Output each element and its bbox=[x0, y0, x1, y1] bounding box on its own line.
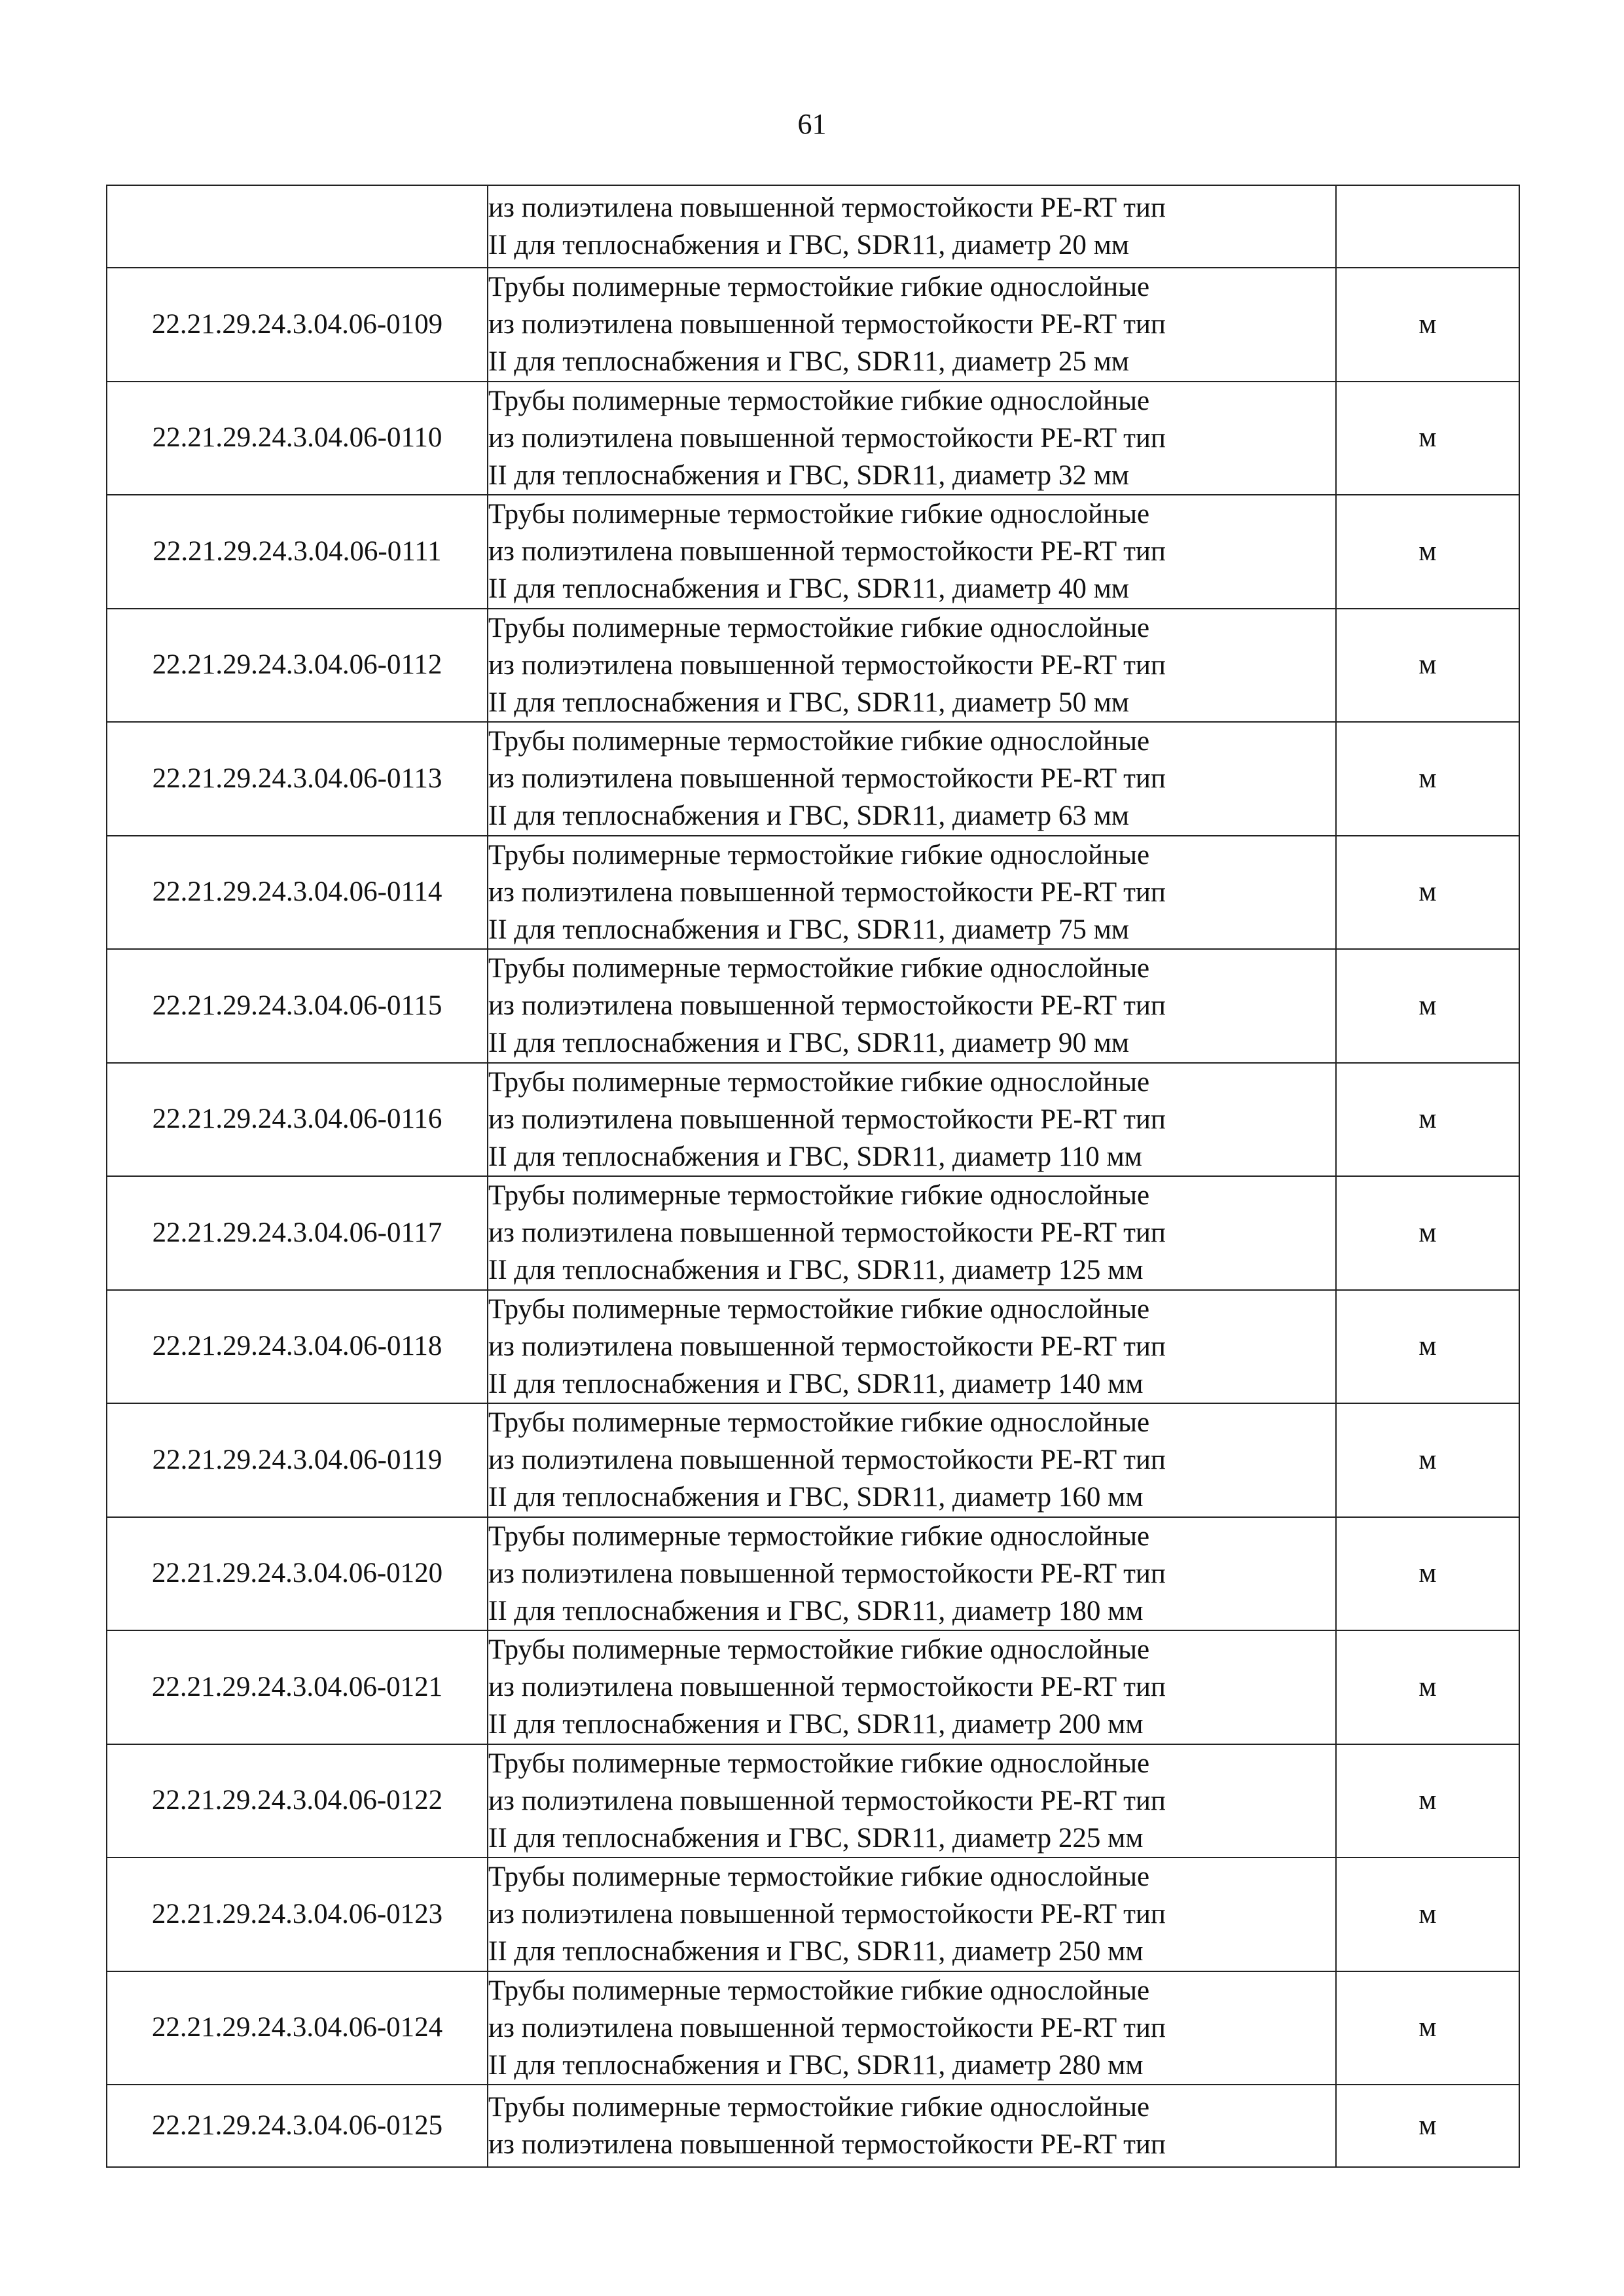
table-row bbox=[107, 722, 1519, 836]
description-line: из полиэтилена повышенной термостойкости PE-RT тип bbox=[488, 1444, 1166, 1476]
table-row bbox=[107, 1857, 1519, 1971]
description-line: из полиэтилена повышенной термостойкости PE-RT тип bbox=[488, 990, 1166, 1022]
cell-unit: м bbox=[1336, 2085, 1519, 2167]
table-row bbox=[107, 382, 1519, 495]
table-row bbox=[107, 836, 1519, 950]
cell-resource-code: 22.21.29.24.3.04.06-0111 bbox=[107, 495, 488, 609]
cell-unit: м bbox=[1336, 1971, 1519, 2085]
cell-description bbox=[488, 1403, 1336, 1517]
description-line: из полиэтилена повышенной термостойкости PE-RT тип bbox=[488, 1217, 1166, 1249]
table-row bbox=[107, 1971, 1519, 2085]
cell-unit: м bbox=[1336, 836, 1519, 950]
cell-description bbox=[488, 495, 1336, 609]
description-line: Трубы полимерные термостойкие гибкие однослойные bbox=[488, 272, 1150, 303]
cell-resource-code: 22.21.29.24.3.04.06-0109 bbox=[107, 268, 488, 382]
description-line: Трубы полимерные термостойкие гибкие однослойные bbox=[488, 839, 1150, 870]
cell-unit: м bbox=[1336, 1176, 1519, 1290]
cell-resource-code: 22.21.29.24.3.04.06-0116 bbox=[107, 1063, 488, 1177]
cell-resource-code: 22.21.29.24.3.04.06-0115 bbox=[107, 949, 488, 1063]
cell-description bbox=[488, 1517, 1336, 1631]
description-line: II для теплоснабжения и ГВС, SDR11, диаметр 50 мм bbox=[488, 687, 1129, 718]
description-line: из полиэтилена повышенной термостойкости PE-RT тип bbox=[488, 1672, 1166, 1703]
description-line: II для теплоснабжения и ГВС, SDR11, диаметр 20 мм bbox=[488, 230, 1129, 260]
description-line: из полиэтилена повышенной термостойкости PE-RT тип bbox=[488, 2129, 1166, 2160]
description-line: Трубы полимерные термостойкие гибкие однослойные bbox=[488, 1293, 1150, 1325]
table-row bbox=[107, 2085, 1519, 2167]
cell-resource-code: 22.21.29.24.3.04.06-0114 bbox=[107, 836, 488, 950]
materials-table-body bbox=[107, 185, 1519, 2167]
description-line: II для теплоснабжения и ГВС, SDR11, диаметр 32 мм bbox=[488, 459, 1129, 491]
cell-resource-code: 22.21.29.24.3.04.06-0125 bbox=[107, 2085, 488, 2167]
description-line: Трубы полимерные термостойкие гибкие однослойные bbox=[488, 1634, 1150, 1666]
description-line: из полиэтилена повышенной термостойкости PE-RT тип bbox=[488, 309, 1166, 340]
cell-description bbox=[488, 949, 1336, 1063]
description-line: II для теплоснабжения и ГВС, SDR11, диаметр 125 мм bbox=[488, 1255, 1144, 1286]
cell-description bbox=[488, 1857, 1336, 1971]
cell-description bbox=[488, 2085, 1336, 2167]
cell-unit: м bbox=[1336, 1517, 1519, 1631]
table-row bbox=[107, 1403, 1519, 1517]
cell-resource-code bbox=[107, 185, 488, 268]
cell-unit: м bbox=[1336, 1063, 1519, 1177]
description-line: из полиэтилена повышенной термостойкости PE-RT тип bbox=[488, 1899, 1166, 1930]
cell-description bbox=[488, 1063, 1336, 1177]
description-line: из полиэтилена повышенной термостойкости PE-RT тип bbox=[488, 1103, 1166, 1135]
description-line: Трубы полимерные термостойкие гибкие однослойные bbox=[488, 1407, 1150, 1439]
cell-unit: м bbox=[1336, 1857, 1519, 1971]
description-line: II для теплоснабжения и ГВС, SDR11, диаметр 140 мм bbox=[488, 1368, 1144, 1399]
description-line: из полиэтилена повышенной термостойкости PE-RT тип bbox=[488, 876, 1166, 908]
cell-unit: м bbox=[1336, 1744, 1519, 1858]
table-row bbox=[107, 1517, 1519, 1631]
description-line: Трубы полимерные термостойкие гибкие однослойные bbox=[488, 612, 1150, 643]
table-row bbox=[107, 1176, 1519, 1290]
description-line: из полиэтилена повышенной термостойкости PE-RT тип bbox=[488, 2012, 1166, 2043]
description-line: из полиэтилена повышенной термостойкости PE-RT тип bbox=[488, 763, 1166, 795]
table-row bbox=[107, 949, 1519, 1063]
cell-description bbox=[488, 1176, 1336, 1290]
cell-description bbox=[488, 609, 1336, 723]
cell-unit: м bbox=[1336, 268, 1519, 382]
description-line: Трубы полимерные термостойкие гибкие однослойные bbox=[488, 1748, 1150, 1779]
cell-unit: м bbox=[1336, 1630, 1519, 1744]
cell-resource-code: 22.21.29.24.3.04.06-0110 bbox=[107, 382, 488, 495]
cell-unit bbox=[1336, 185, 1519, 268]
description-line: из полиэтилена повышенной термостойкости PE-RT тип bbox=[488, 1331, 1166, 1362]
cell-resource-code: 22.21.29.24.3.04.06-0123 bbox=[107, 1857, 488, 1971]
cell-unit: м bbox=[1336, 495, 1519, 609]
cell-resource-code: 22.21.29.24.3.04.06-0118 bbox=[107, 1290, 488, 1404]
cell-resource-code: 22.21.29.24.3.04.06-0119 bbox=[107, 1403, 488, 1517]
description-line: из полиэтилена повышенной термостойкости PE-RT тип bbox=[488, 1785, 1166, 1816]
table-row bbox=[107, 185, 1519, 268]
cell-unit: м bbox=[1336, 609, 1519, 723]
description-line: II для теплоснабжения и ГВС, SDR11, диаметр 90 мм bbox=[488, 1028, 1129, 1059]
cell-resource-code: 22.21.29.24.3.04.06-0112 bbox=[107, 609, 488, 723]
description-line: II для теплоснабжения и ГВС, SDR11, диаметр 40 мм bbox=[488, 573, 1129, 605]
description-line: Трубы полимерные термостойкие гибкие однослойные bbox=[488, 1861, 1150, 1893]
description-line: II для теплоснабжения и ГВС, SDR11, диаметр 25 мм bbox=[488, 346, 1129, 378]
cell-description bbox=[488, 268, 1336, 382]
description-line: II для теплоснабжения и ГВС, SDR11, диаметр 75 мм bbox=[488, 914, 1129, 945]
table-row bbox=[107, 1290, 1519, 1404]
cell-resource-code: 22.21.29.24.3.04.06-0117 bbox=[107, 1176, 488, 1290]
cell-resource-code: 22.21.29.24.3.04.06-0120 bbox=[107, 1517, 488, 1631]
cell-description bbox=[488, 836, 1336, 950]
cell-description bbox=[488, 1971, 1336, 2085]
description-line: из полиэтилена повышенной термостойкости PE-RT тип bbox=[488, 1558, 1166, 1589]
cell-description bbox=[488, 382, 1336, 495]
cell-unit: м bbox=[1336, 949, 1519, 1063]
description-line: Трубы полимерные термостойкие гибкие однослойные bbox=[488, 1520, 1150, 1552]
description-line: II для теплоснабжения и ГВС, SDR11, диаметр 160 мм bbox=[488, 1482, 1144, 1513]
cell-description bbox=[488, 185, 1336, 268]
description-line: Трубы полимерные термостойкие гибкие однослойные bbox=[488, 2092, 1150, 2123]
table-row bbox=[107, 1063, 1519, 1177]
cell-description bbox=[488, 1630, 1336, 1744]
table-row bbox=[107, 1630, 1519, 1744]
description-line: Трубы полимерные термостойкие гибкие однослойные bbox=[488, 499, 1150, 530]
description-line: II для теплоснабжения и ГВС, SDR11, диаметр 280 мм bbox=[488, 2049, 1144, 2081]
description-line: Трубы полимерные термостойкие гибкие однослойные bbox=[488, 726, 1150, 757]
description-line: II для теплоснабжения и ГВС, SDR11, диаметр 180 мм bbox=[488, 1595, 1144, 1626]
cell-unit: м bbox=[1336, 722, 1519, 836]
description-line: II для теплоснабжения и ГВС, SDR11, диаметр 63 мм bbox=[488, 800, 1129, 832]
table-row bbox=[107, 495, 1519, 609]
cell-unit: м bbox=[1336, 1290, 1519, 1404]
description-line: Трубы полимерные термостойкие гибкие однослойные bbox=[488, 385, 1150, 416]
cell-description bbox=[488, 1290, 1336, 1404]
description-line: II для теплоснабжения и ГВС, SDR11, диаметр 250 мм bbox=[488, 1936, 1144, 1967]
table-row bbox=[107, 268, 1519, 382]
cell-description bbox=[488, 1744, 1336, 1858]
description-line: II для теплоснабжения и ГВС, SDR11, диаметр 110 мм bbox=[488, 1141, 1142, 1172]
description-line: из полиэтилена повышенной термостойкости PE-RT тип bbox=[488, 649, 1166, 681]
description-line: Трубы полимерные термостойкие гибкие однослойные bbox=[488, 1066, 1150, 1098]
cell-resource-code: 22.21.29.24.3.04.06-0124 bbox=[107, 1971, 488, 2085]
description-line: из полиэтилена повышенной термостойкости PE-RT тип bbox=[488, 422, 1166, 454]
page-number: 61 bbox=[797, 108, 827, 140]
materials-table bbox=[106, 185, 1520, 2168]
cell-unit: м bbox=[1336, 382, 1519, 495]
cell-resource-code: 22.21.29.24.3.04.06-0122 bbox=[107, 1744, 488, 1858]
cell-resource-code: 22.21.29.24.3.04.06-0113 bbox=[107, 722, 488, 836]
description-line: из полиэтилена повышенной термостойкости PE-RT тип bbox=[488, 536, 1166, 567]
description-line: Трубы полимерные термостойкие гибкие однослойные bbox=[488, 1180, 1150, 1211]
table-row bbox=[107, 1744, 1519, 1858]
description-line: Трубы полимерные термостойкие гибкие однослойные bbox=[488, 953, 1150, 984]
description-line: из полиэтилена повышенной термостойкости PE-RT тип bbox=[488, 192, 1166, 223]
cell-description bbox=[488, 722, 1336, 836]
cell-resource-code: 22.21.29.24.3.04.06-0121 bbox=[107, 1630, 488, 1744]
description-line: II для теплоснабжения и ГВС, SDR11, диаметр 225 мм bbox=[488, 1822, 1144, 1854]
table-row bbox=[107, 609, 1519, 723]
cell-unit: м bbox=[1336, 1403, 1519, 1517]
description-line: II для теплоснабжения и ГВС, SDR11, диаметр 200 мм bbox=[488, 1709, 1144, 1740]
description-line: Трубы полимерные термостойкие гибкие однослойные bbox=[488, 1975, 1150, 2006]
